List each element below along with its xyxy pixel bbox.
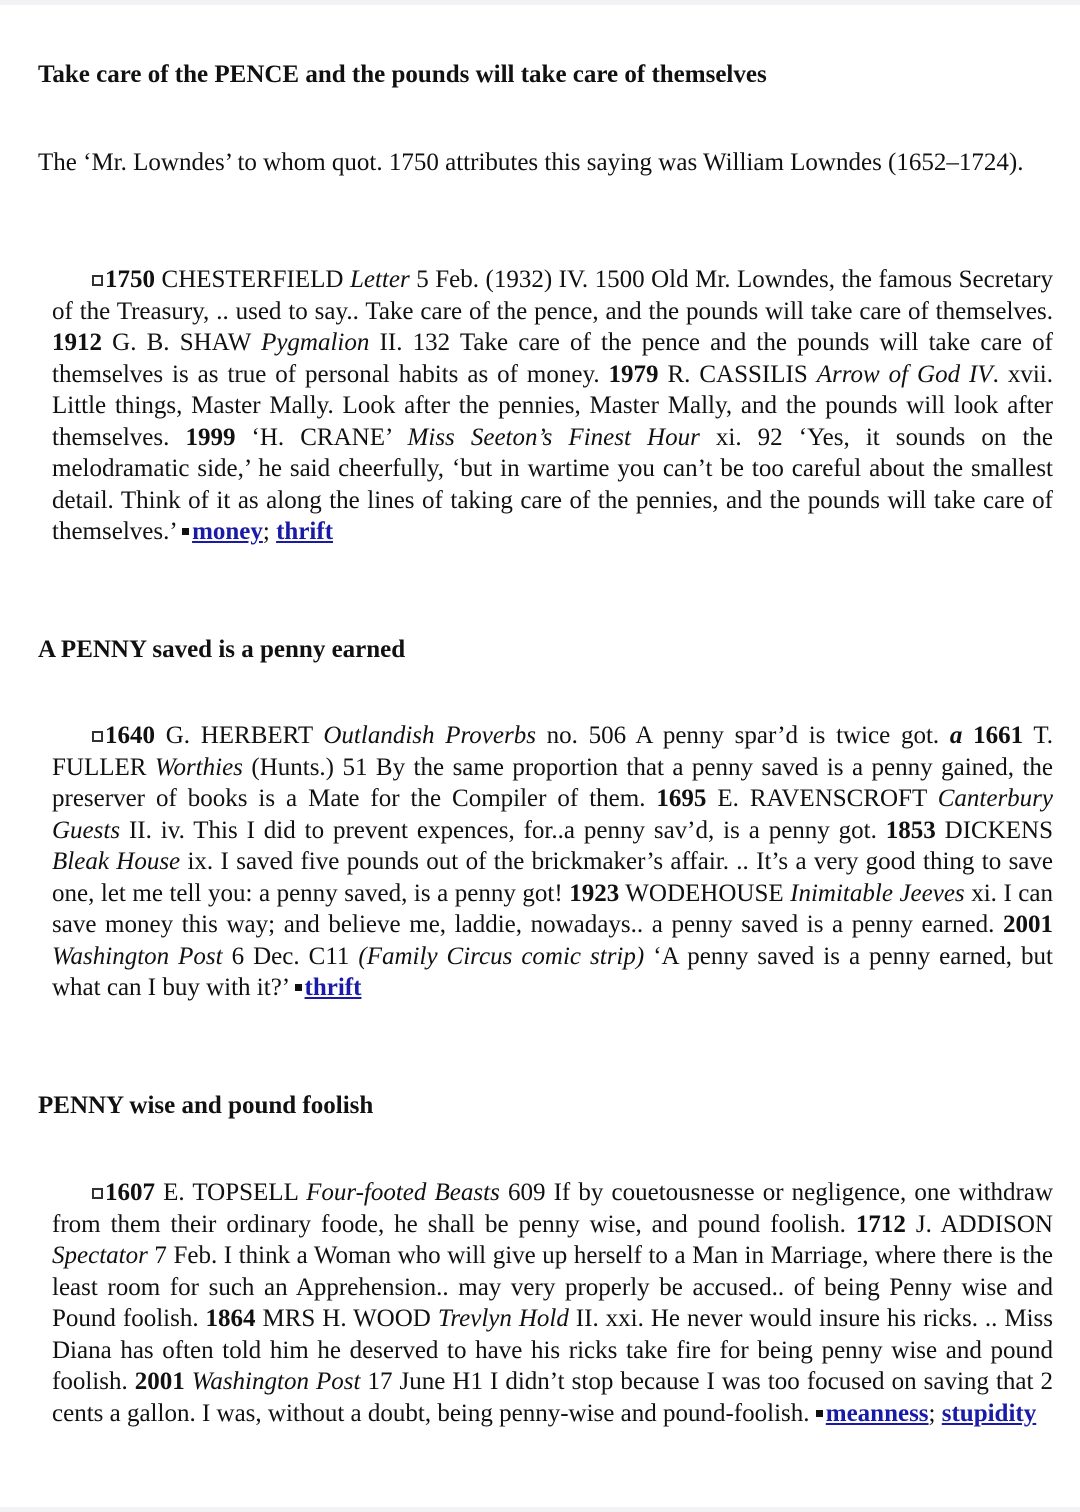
quote-work: Pygmalion <box>261 329 370 356</box>
quote-work: Worthies <box>154 753 243 781</box>
quote-text: 17 June H1 I didn’t stop because I was too focused on saving that 2 cents a gallon. I was, without a doubt, being penny-wise and pound-foolish. <box>52 1368 1053 1427</box>
quote-author: CHESTERFIELD <box>155 266 350 293</box>
square-bullet-icon <box>92 731 103 742</box>
cross-reference-link-thrift[interactable]: thrift <box>276 518 334 545</box>
quote-author: E. TOPSELL <box>155 1179 307 1206</box>
quote-author: E. RAVENSCROFT <box>706 785 938 812</box>
quote-author: ‘H. CRANE’ <box>235 423 408 451</box>
quote-year: 1712 <box>855 1210 906 1238</box>
quote-year: 1607 <box>105 1179 155 1206</box>
quote-text: ‘A penny saved is a penny earned, but what can I buy with it?’ <box>52 942 1053 1001</box>
quote-work: Inimitable Jeeves <box>790 879 965 907</box>
quote-author: R. CASSILIS <box>658 360 817 388</box>
quote-author: T. FULLER <box>52 722 1054 781</box>
quote-work: Washington Post <box>52 942 223 970</box>
quote-year: 1864 <box>205 1305 256 1332</box>
quote-text: xi. I can save money this way; and believe me, laddie, nowadays.. a penny saved is a penny earned. <box>52 879 1053 938</box>
quote-text: 6 Dec. C11 <box>222 942 359 970</box>
quote-text: II. iv. This I did to prevent expences, for..a penny sav’d, is a penny got. <box>120 816 886 844</box>
cross-reference-marker-icon <box>295 984 302 991</box>
quotation-paragraph: 1607 E. TOPSELL Four-footed Beasts 609 If by couetousnesse or negligence, one withdraw from them their ordinary foode, he shall be penny wise, and pound foolish. 1712 J. ADDISON Spectator 7 Feb. I think a Woman who will give up herself to a Man in Marriage, where there is the least room for such an Apprehension.. may very properly be accused.. of being Penny wise and Pound foolish. 1864 MRS H. WOOD Trevlyn Hold II. xxi. He never would insure his ricks. .. Miss Diana has often told him he deserved to have his ricks take fire for being penny wise and pound foolish. 2001 Washington Post 17 June H1 I didn’t stop because I was too focused on saving that 2 cents a gallon. I was, without a doubt, being penny-wise and pound-foolish. meanness; stupidity <box>52 1179 1053 1427</box>
quote-work: Miss Seeton’s Finest Hour <box>407 423 700 451</box>
cross-reference-link-stupidity[interactable]: stupidity <box>941 1399 1037 1427</box>
quote-year: 1979 <box>608 360 659 388</box>
quotation-paragraph: 1750 CHESTERFIELD Letter 5 Feb. (1932) IV. 1500 Old Mr. Lowndes, the famous Secretary of the Treasury, .. used to say.. Take care of the pence, and the pounds will take care of themselves. 1912 G. B. SHAW Pygmalion II. 132 Take care of the pence and the pounds will take care of themselves is as true of personal habits as of money. 1979 R. CASSILIS Arrow of God IV. xvii. Little things, Master Mally. Look after the pennies, Master Mally, and the pounds will look after themselves. 1999 ‘H. CRANE’ Miss Seeton’s Finest Hour xi. 92 ‘Yes, it sounds on the melodramatic side,’ he said cheerfully, ‘but in wartime you can’t be too careful about the smallest detail. Think of it as along the lines of taking care of the pennies, and the pounds will take care of themselves.’ money; thrift <box>52 266 1054 545</box>
quote-work: Spectator <box>52 1242 148 1269</box>
quote-year: 1750 <box>105 266 155 293</box>
quote-year: 2001 <box>134 1368 185 1395</box>
cross-reference-link-money[interactable]: money <box>192 518 263 545</box>
quote-author: WODEHOUSE <box>619 879 791 907</box>
quote-author: MRS H. WOOD <box>255 1305 438 1332</box>
quote-work: Canterbury Guests <box>52 785 1054 844</box>
entry-heading: Take care of the PENCE and the pounds will take care of themselves <box>38 61 767 88</box>
quotation-paragraph <box>52 720 1053 1004</box>
quote-work: Four-footed Beasts <box>306 1179 500 1206</box>
quote-work: Letter <box>349 266 410 293</box>
quote-year: 1853 <box>885 816 936 844</box>
square-bullet-icon <box>92 275 103 286</box>
quote-author: G. HERBERT <box>155 722 324 749</box>
quote-work: Bleak House <box>52 848 181 875</box>
quote-author: J. ADDISON <box>905 1210 1053 1238</box>
square-bullet-icon <box>92 1188 103 1199</box>
quote-text: 7 Feb. I think a Woman who will give up herself to a Man in Marriage, where there is the least room for such an Apprehension.. may very properly be accused.. of being Penny wise and Pound foolish. <box>52 1242 1053 1332</box>
quote-work: Trevlyn Hold <box>437 1305 569 1332</box>
quote-text: ix. I saved five pounds out of the brickmaker’s affair. .. It’s a very good thing to save one, let me tell you: a penny saved, is a penny got! <box>52 848 1053 907</box>
quote-year: 2001 <box>1003 911 1053 938</box>
quote-author <box>185 1368 192 1395</box>
quote-text: II. 132 Take care of the pence and the pounds will take care of themselves is as true of personal habits as of money. <box>52 329 1053 388</box>
entry-heading: PENNY wise and pound foolish <box>38 1092 374 1119</box>
cross-reference-link-thrift[interactable]: thrift <box>304 974 362 1001</box>
quote-text: . xvii. Little things, Master Mally. Look after the pennies, Master Mally, and the pounds will look after themselves. <box>52 360 1053 451</box>
quote-year: 1923 <box>569 879 620 907</box>
cross-reference-marker-icon <box>816 1410 823 1417</box>
cross-reference-link-meanness[interactable]: meanness <box>825 1399 929 1427</box>
quote-text: 609 If by couetousnesse or negligence, one withdraw from them their ordinary foode, he shall be penny wise, and pound foolish. <box>52 1179 1053 1238</box>
quote-author: DICKENS <box>935 816 1053 844</box>
quote-year: 1661 <box>973 722 1024 749</box>
quote-work: Arrow of God IV <box>816 360 993 388</box>
entry-intro: The ‘Mr. Lowndes’ to whom quot. 1750 attributes this saying was William Lowndes (1652–1724). <box>38 149 1024 176</box>
quote-year: 1640 <box>105 722 155 749</box>
quote-text: 5 Feb. (1932) IV. 1500 Old Mr. Lowndes, the famous Secretary of the Treasury, .. used to say.. Take care of the pence, and the pounds will take care of themselves. <box>52 266 1054 325</box>
page <box>0 5 1080 1507</box>
quote-note: (Family Circus comic strip) <box>358 942 645 970</box>
quote-text: xi. 92 ‘Yes, it sounds on the melodramatic side,’ he said cheerfully, ‘but in wartime you can’t be too careful about the smallest detail. Think of it as along the lines of taking care of the pennies, and the pounds will take care of themselves.’ <box>52 423 1053 545</box>
entry-heading: A PENNY saved is a penny earned <box>38 636 406 663</box>
quote-text: (Hunts.) 51 By the same proportion that a penny saved is a penny gained, the preserver of books is a Mate for the Compiler of them. <box>52 753 1054 812</box>
quote-date-prefix: a <box>949 722 963 749</box>
quote-work: Washington Post <box>191 1368 361 1395</box>
quote-text: II. xxi. He never would insure his ricks. .. Miss Diana has often told him he deserved to have his ricks take fire for being penny wise and pound foolish. <box>52 1305 1053 1395</box>
quote-year: 1999 <box>185 423 236 451</box>
quote-text: no. 506 A penny spar’d is twice got. <box>535 722 950 749</box>
quote-year: 1912 <box>52 329 102 356</box>
quote-work: Outlandish Proverbs <box>323 722 536 749</box>
quote-author: G. B. SHAW <box>102 329 262 356</box>
quote-year: 1695 <box>656 785 707 812</box>
cross-reference-marker-icon <box>182 528 189 535</box>
